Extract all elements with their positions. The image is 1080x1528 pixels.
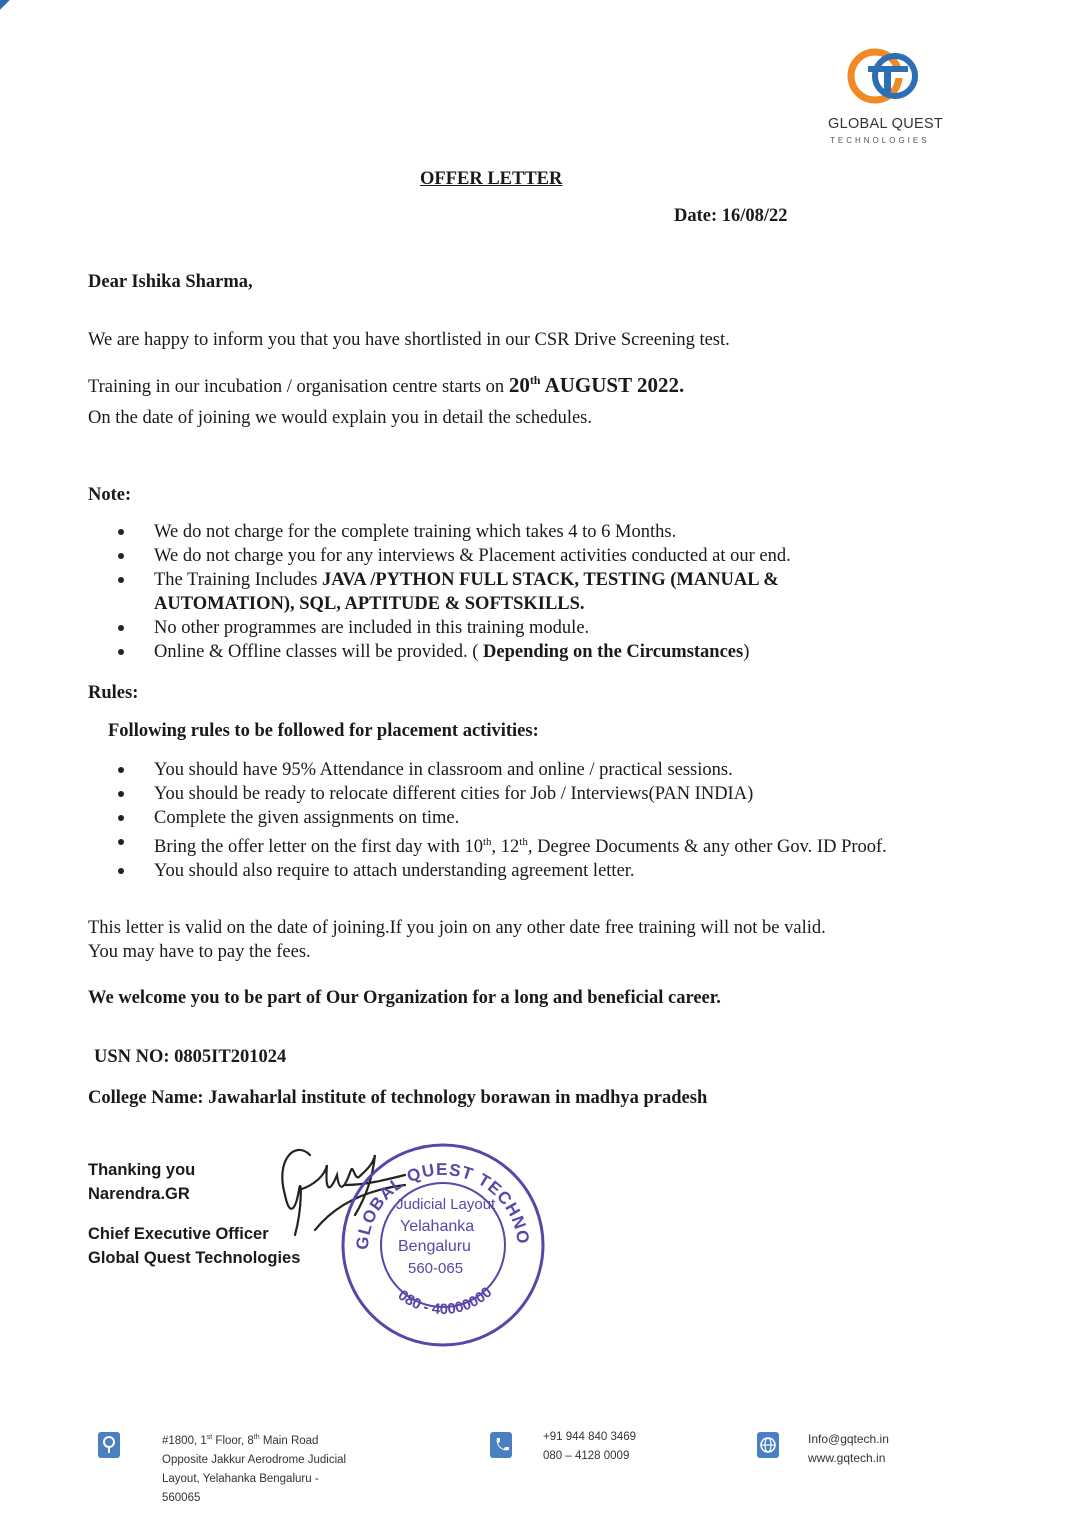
stamp-line-3: Bengaluru bbox=[398, 1238, 471, 1255]
footer-contact bbox=[808, 1430, 889, 1468]
note-item bbox=[118, 520, 878, 544]
start-month-year: AUGUST 2022. bbox=[540, 373, 685, 397]
note-heading: Note: bbox=[88, 485, 132, 505]
stamp-line-4: 560-065 bbox=[408, 1260, 464, 1277]
intro-line-2 bbox=[88, 368, 684, 399]
college-name: College Name: Jawaharlal institute of technology borawan in madhya pradesh bbox=[88, 1088, 708, 1108]
rule-item bbox=[118, 782, 908, 806]
note-item-text: The Training Includes bbox=[154, 570, 323, 590]
welcome-line: We welcome you to be part of Our Organization for a long and beneficial career. bbox=[88, 988, 721, 1008]
company-stamp bbox=[338, 1140, 548, 1350]
note-item-suffix: ) bbox=[743, 642, 750, 662]
signoff-company: Global Quest Technologies bbox=[88, 1249, 301, 1267]
salutation: Dear Ishika Sharma, bbox=[88, 272, 253, 292]
signoff-name: Narendra.GR bbox=[88, 1185, 190, 1203]
note-item-text: We do not charge you for any interviews & Placement activities conducted at our end. bbox=[154, 546, 791, 566]
svg-text:080 - 40000000 bbox=[395, 1284, 496, 1318]
rules-heading: Rules: bbox=[88, 683, 139, 703]
rule-item bbox=[118, 806, 908, 830]
rule-item-text: You should have 95% Attendance in classroom and online / practical sessions. bbox=[154, 760, 733, 780]
logo-mark-icon bbox=[820, 40, 950, 112]
phone-icon bbox=[490, 1432, 512, 1458]
ordinal-suffix: th bbox=[482, 836, 492, 848]
globe-icon bbox=[757, 1432, 779, 1458]
rules-list bbox=[118, 758, 908, 883]
note-item bbox=[118, 544, 878, 568]
address-line-2: Opposite Jakkur Aerodrome Judicial bbox=[162, 1453, 347, 1466]
logo-tagline: TECHNOLOGIES bbox=[830, 136, 930, 145]
rule-item bbox=[118, 859, 908, 883]
start-day: 20 bbox=[508, 373, 530, 397]
stamp-ring-top: GLOBAL QUEST TECHNO bbox=[352, 1159, 533, 1251]
address-line-3: Layout, Yelahanka Bengaluru - bbox=[162, 1472, 319, 1485]
footer-phones bbox=[543, 1428, 636, 1466]
stamp-ring-bottom: 080 - 40000000 bbox=[394, 1283, 496, 1319]
footer-email[interactable]: Info@gqtech.in bbox=[808, 1432, 889, 1446]
logo-name: GLOBAL QUEST bbox=[828, 116, 944, 132]
letter-date: Date: 16/08/22 bbox=[674, 206, 788, 226]
phone-1: +91 944 840 3469 bbox=[543, 1431, 637, 1443]
note-list bbox=[118, 520, 878, 664]
training-courses: JAVA /PYTHON FULL STACK, TESTING (MANUAL & AUTOMATION), SQL, APTITUDE & SOFTSKILLS. bbox=[154, 570, 779, 614]
usn-number: USN NO: 0805IT201024 bbox=[94, 1047, 287, 1067]
address-text: Main Road bbox=[259, 1434, 319, 1447]
validity-line-2: You may have to pay the fees. bbox=[88, 942, 311, 962]
company-logo bbox=[820, 40, 950, 150]
phone-2: 080 – 4128 0009 bbox=[543, 1450, 630, 1462]
rule-item bbox=[118, 758, 908, 782]
corner-decoration bbox=[0, 0, 16, 16]
note-item bbox=[118, 640, 878, 664]
rule-item-text: Bring the offer letter on the first day with 10 bbox=[154, 837, 483, 858]
rule-item-text: You should be ready to relocate different cities for Job / Interviews(PAN INDIA) bbox=[154, 784, 754, 804]
circumstances-note: Depending on the Circumstances bbox=[483, 642, 744, 662]
footer-address bbox=[162, 1428, 346, 1508]
rules-subheading: Following rules to be followed for placement activities: bbox=[108, 721, 539, 741]
location-icon bbox=[98, 1432, 120, 1458]
intro-line-1: We are happy to inform you that you have shortlisted in our CSR Drive Screening test. bbox=[88, 330, 730, 350]
rule-item-text: Complete the given assignments on time. bbox=[154, 808, 460, 828]
note-item-text: Online & Offline classes will be provided. ( bbox=[154, 642, 483, 662]
intro-line-2-prefix: Training in our incubation / organisation centre starts on bbox=[88, 377, 509, 397]
rule-item-text: You should also require to attach understanding agreement letter. bbox=[154, 861, 635, 882]
start-day-suffix: th bbox=[529, 373, 541, 387]
ordinal-suffix: th bbox=[253, 1434, 260, 1441]
stamp-line-1: Judicial Layout bbox=[396, 1196, 496, 1213]
signoff-role: Chief Executive Officer bbox=[88, 1225, 269, 1243]
stamp-line-2: Yelahanka bbox=[400, 1218, 475, 1235]
rule-item bbox=[118, 830, 908, 859]
address-text: #1800, 1 bbox=[162, 1434, 207, 1447]
rule-item-text: , 12 bbox=[491, 837, 520, 858]
ordinal-suffix: st bbox=[206, 1434, 213, 1441]
page-title: OFFER LETTER bbox=[420, 169, 563, 189]
address-line-4: 560065 bbox=[162, 1491, 201, 1504]
ordinal-suffix: th bbox=[519, 836, 528, 848]
signoff-thanks: Thanking you bbox=[88, 1161, 196, 1179]
address-text: Floor, 8 bbox=[212, 1434, 254, 1447]
address-line-1 bbox=[162, 1428, 346, 1451]
note-item bbox=[118, 616, 878, 640]
rule-item-text: , Degree Documents & any other Gov. ID Proof. bbox=[527, 837, 887, 858]
validity-line-1: This letter is valid on the date of joining.If you join on any other date free training will not be valid. bbox=[88, 918, 826, 938]
note-item-text: No other programmes are included in this training module. bbox=[154, 618, 590, 638]
intro-line-3: On the date of joining we would explain you in detail the schedules. bbox=[88, 408, 593, 428]
footer-website[interactable]: www.gqtech.in bbox=[808, 1451, 886, 1465]
note-item-text: We do not charge for the complete training which takes 4 to 6 Months. bbox=[154, 522, 677, 542]
note-item bbox=[118, 568, 878, 616]
